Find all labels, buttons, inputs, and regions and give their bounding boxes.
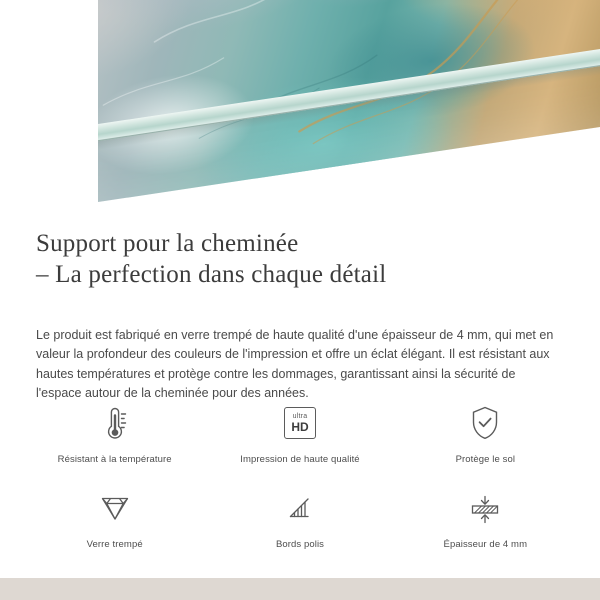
- feature-item-thickness: [393, 485, 578, 550]
- feature-label: Verre trempé: [86, 539, 143, 550]
- headline-line-2: – La perfection dans chaque détail: [36, 261, 387, 288]
- feature-item-floor-protection: [393, 400, 578, 465]
- feature-item-temperature: [22, 400, 207, 465]
- product-description: Le produit est fabriqué en verre trempé de haute qualité d'une épaisseur de 4 mm, qui met en valeur la profondeur des couleurs de l'impression et offre un éclat élégant. Il est résistant aux hautes températures et protège contre les dommages, garantissant ainsi la sécurité de l'espace autour de la cheminée pour des années.: [36, 327, 554, 400]
- feature-label: Impression de haute qualité: [240, 454, 360, 465]
- shield-check-icon: [468, 400, 502, 446]
- feature-label: Protège le sol: [455, 454, 516, 465]
- ultra-hd-icon: [284, 400, 316, 446]
- feature-item-tempered-glass: [22, 485, 207, 550]
- headline-line-1: Support pour la cheminée: [36, 230, 299, 257]
- ultra-hd-bottom-label: HD: [291, 420, 309, 434]
- footer-bar: [0, 578, 600, 600]
- feature-label: Résistant à la température: [57, 454, 172, 465]
- page-title: [36, 228, 576, 290]
- polished-edges-icon: [282, 485, 318, 531]
- feature-grid: [22, 400, 578, 550]
- feature-label: Épaisseur de 4 mm: [443, 539, 528, 550]
- hero-image-inner: [98, 0, 600, 205]
- diamond-icon: [95, 485, 135, 531]
- hero-image: [0, 0, 600, 215]
- feature-label: Bords polis: [275, 539, 325, 550]
- feature-item-print-quality: [207, 400, 392, 465]
- thermometer-icon: [98, 400, 132, 446]
- ultra-hd-top-label: ultra: [292, 413, 308, 420]
- feature-item-polished-edges: [207, 485, 392, 550]
- thickness-icon: [465, 485, 505, 531]
